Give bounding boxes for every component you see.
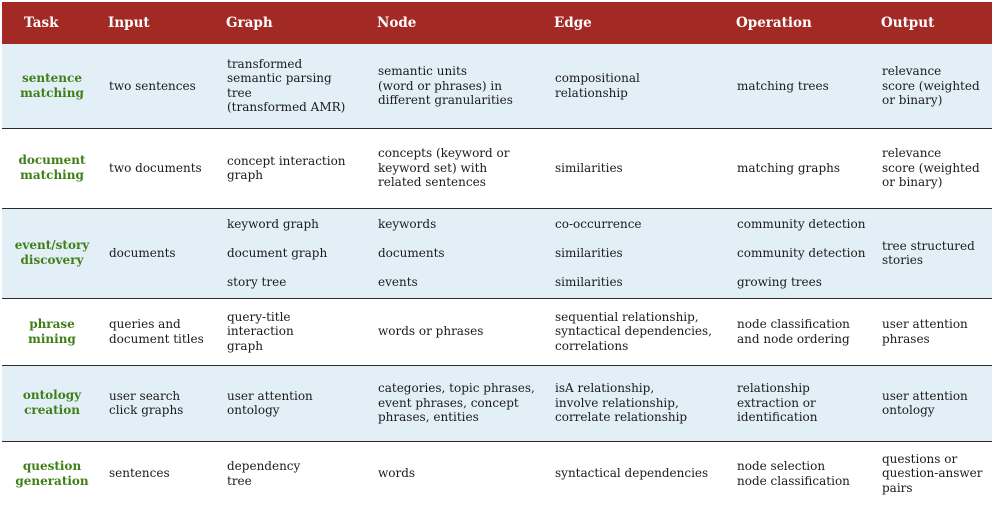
input-cell: documents (102, 208, 220, 298)
node-cell (371, 208, 548, 298)
table-row (2, 44, 992, 128)
output-cell: relevance score (weighted or binary) (875, 44, 992, 128)
edge-cell: syntactical dependencies (548, 441, 730, 506)
table-row (2, 441, 992, 506)
table-container (2, 2, 992, 506)
operation-cell (730, 208, 875, 298)
graph-cell: dependency tree (220, 441, 371, 506)
node-cell: words (371, 441, 548, 506)
graph-cell: transformed semantic parsing tree (transformed AMR) (220, 44, 371, 128)
node-item: events (378, 274, 418, 289)
input-cell: two documents (102, 128, 220, 208)
header-edge: Edge (548, 2, 730, 44)
table-row (2, 365, 992, 441)
task-cell: phrase mining (2, 298, 102, 365)
node-cell: semantic units (word or phrases) in different granularities (371, 44, 548, 128)
node-stack (378, 217, 540, 289)
input-cell: user search click graphs (102, 365, 220, 441)
header-input: Input (102, 2, 220, 44)
task-cell: document matching (2, 128, 102, 208)
edge-cell: similarities (548, 128, 730, 208)
output-cell: user attention ontology (875, 365, 992, 441)
header-operation: Operation (730, 2, 875, 44)
graph-cell (220, 208, 371, 298)
output-cell: tree structured stories (875, 208, 992, 298)
header-output: Output (875, 2, 992, 44)
operation-stack (737, 217, 867, 289)
task-cell: sentence matching (2, 44, 102, 128)
operation-cell: node selection node classification (730, 441, 875, 506)
header-row (2, 2, 992, 44)
graph-stack (227, 217, 363, 289)
node-item: keywords (378, 217, 437, 231)
input-cell: queries and document titles (102, 298, 220, 365)
edge-cell: isA relationship, involve relationship, correlate relationship (548, 365, 730, 441)
operation-item: growing trees (737, 274, 822, 289)
edge-item: similarities (555, 274, 623, 289)
header-graph: Graph (220, 2, 371, 44)
node-item: documents (378, 245, 445, 260)
operation-item: community detection (737, 217, 866, 231)
graph-cell: query-title interaction graph (220, 298, 371, 365)
node-cell: concepts (keyword or keyword set) with related sentences (371, 128, 548, 208)
header-node: Node (371, 2, 548, 44)
edge-item: similarities (555, 245, 623, 260)
operation-cell: matching graphs (730, 128, 875, 208)
graph-cell: concept interaction graph (220, 128, 371, 208)
edge-cell: compositional relationship (548, 44, 730, 128)
output-cell: relevance score (weighted or binary) (875, 128, 992, 208)
graph-cell: user attention ontology (220, 365, 371, 441)
graph-item: keyword graph (227, 217, 319, 231)
node-cell: words or phrases (371, 298, 548, 365)
task-cell: ontology creation (2, 365, 102, 441)
operation-cell: matching trees (730, 44, 875, 128)
operation-cell: relationship extraction or identification (730, 365, 875, 441)
graph-item: document graph (227, 245, 328, 260)
table-row (2, 208, 992, 298)
operation-item: community detection (737, 245, 866, 260)
graph-item: story tree (227, 274, 287, 289)
edge-stack (555, 217, 722, 289)
edge-cell (548, 208, 730, 298)
table-body (2, 44, 992, 506)
comparison-table (2, 2, 992, 506)
edge-item: co-occurrence (555, 217, 642, 231)
input-cell: sentences (102, 441, 220, 506)
output-cell: user attention phrases (875, 298, 992, 365)
table-row (2, 128, 992, 208)
node-cell: categories, topic phrases, event phrases, concept phrases, entities (371, 365, 548, 441)
operation-cell: node classification and node ordering (730, 298, 875, 365)
edge-cell: sequential relationship, syntactical dependencies, correlations (548, 298, 730, 365)
task-cell: question generation (2, 441, 102, 506)
input-cell: two sentences (102, 44, 220, 128)
output-cell: questions or question-answer pairs (875, 441, 992, 506)
table-row (2, 298, 992, 365)
header-task: Task (2, 2, 102, 44)
task-cell: event/story discovery (2, 208, 102, 298)
